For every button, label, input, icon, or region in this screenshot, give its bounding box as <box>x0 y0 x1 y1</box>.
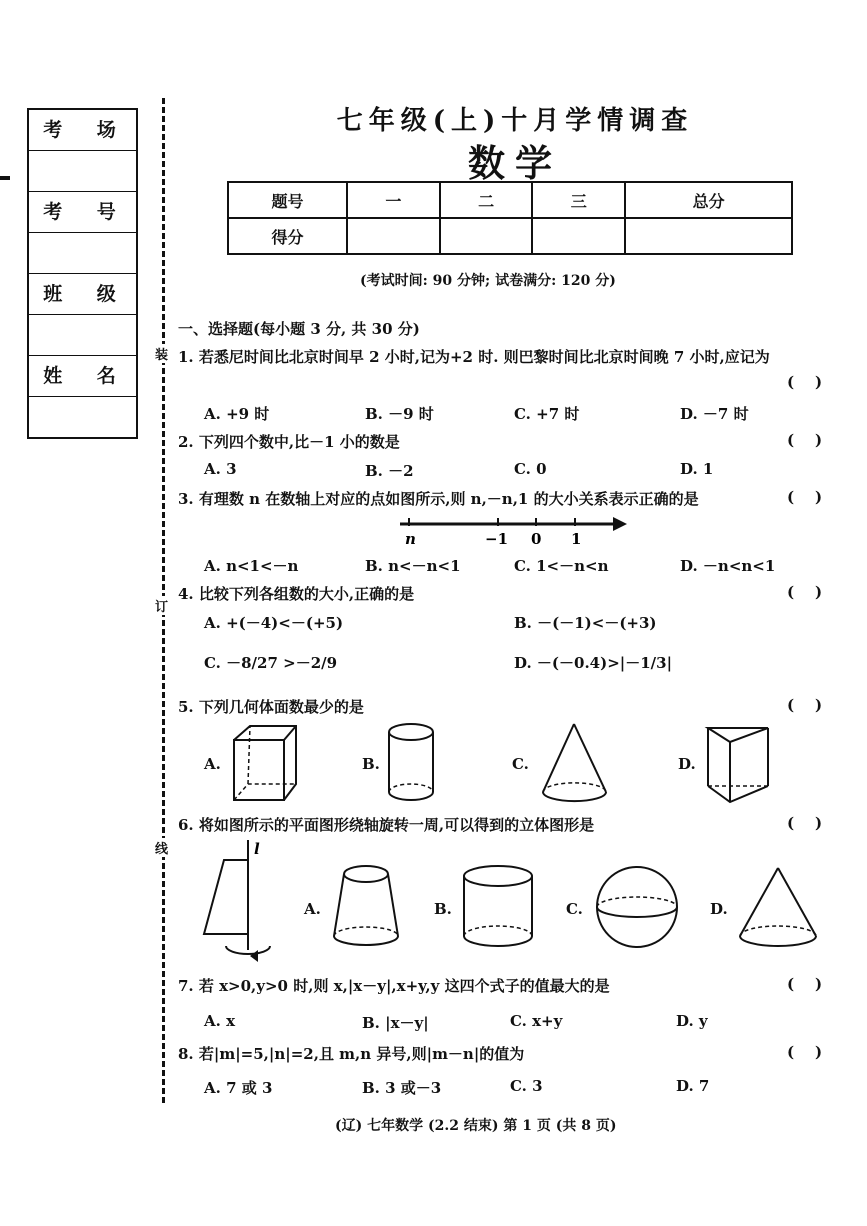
q3-option-c[interactable]: C. 1<－n<n <box>514 557 609 575</box>
name-label: 姓 名 <box>29 356 136 397</box>
rotation-axis-label: l <box>254 840 260 858</box>
q1-option-a[interactable]: A. +9 时 <box>204 405 270 423</box>
q8-option-b[interactable]: B. 3 或－3 <box>362 1079 442 1097</box>
q4-option-d[interactable]: D. －(－0.4)>|－1/3| <box>514 654 673 672</box>
question-5-stem: 5. 下列几何体面数最少的是 <box>178 698 364 716</box>
axis-label-one: 1 <box>571 530 582 548</box>
q5-option-c[interactable]: C. <box>512 755 529 773</box>
exam-title: 七年级(上)十月学情调查 <box>336 106 694 136</box>
score-table <box>227 181 793 255</box>
q5-option-a[interactable]: A. <box>204 755 221 773</box>
frustum-icon <box>330 862 402 952</box>
question-7-stem: 7. 若 x>0,y>0 时,则 x,|x－y|,x+y,y 这四个式子的值最大的是 <box>178 977 610 995</box>
q6-option-a[interactable]: A. <box>304 900 321 918</box>
axis-label-zero: 0 <box>531 530 542 548</box>
exam-room-label: 考 场 <box>29 110 136 151</box>
axis-label-neg1: −1 <box>485 530 509 548</box>
question-2-stem: 2. 下列四个数中,比－1 小的数是 <box>178 433 400 451</box>
answer-paren[interactable]: ( ) <box>787 583 823 601</box>
score-input-cell[interactable] <box>347 218 440 254</box>
q1-option-c[interactable]: C. +7 时 <box>514 405 580 423</box>
q3-option-b[interactable]: B. n<－n<1 <box>365 557 461 575</box>
subject-title: 数学 <box>468 141 562 185</box>
cylinder-icon <box>386 722 438 804</box>
q7-option-a[interactable]: A. x <box>204 1012 236 1030</box>
number-line-figure <box>395 512 635 552</box>
trapezoid-rotation-figure <box>200 838 280 966</box>
question-3-stem: 3. 有理数 n 在数轴上对应的点如图所示,则 n,－n,1 的大小关系表示正确的是 <box>178 490 699 508</box>
q6-option-d[interactable]: D. <box>710 900 728 918</box>
q2-option-a[interactable]: A. 3 <box>204 460 237 478</box>
triangular-prism-icon <box>704 722 774 806</box>
score-cell: 三 <box>532 182 625 218</box>
q7-option-d[interactable]: D. y <box>676 1012 708 1030</box>
exam-note: (考试时间: 90 分钟; 试卷满分: 120 分) <box>360 273 616 289</box>
cone-solid-icon <box>736 866 820 952</box>
score-input-cell[interactable] <box>440 218 533 254</box>
q6-option-b[interactable]: B. <box>434 900 452 918</box>
score-input-cell[interactable] <box>532 218 625 254</box>
binding-mark-ding: 订 <box>155 596 168 615</box>
sphere-icon <box>594 864 680 950</box>
q1-option-d[interactable]: D. －7 时 <box>680 405 749 423</box>
q1-option-b[interactable]: B. －9 时 <box>365 405 434 423</box>
q2-option-d[interactable]: D. 1 <box>680 460 714 478</box>
q4-option-a[interactable]: A. +(－4)<－(+5) <box>204 614 344 632</box>
page-footer: (辽) 七年数学 (2.2 结束) 第 1 页 (共 8 页) <box>335 1118 617 1134</box>
q4-option-b[interactable]: B. －(－1)<－(+3) <box>514 614 657 632</box>
score-table-score-row <box>228 218 792 254</box>
answer-paren[interactable]: ( ) <box>787 814 823 832</box>
score-cell: 题号 <box>228 182 347 218</box>
answer-paren[interactable]: ( ) <box>787 431 823 449</box>
question-8-stem: 8. 若|m|=5,|n|=2,且 m,n 异号,则|m－n|的值为 <box>178 1045 525 1063</box>
candidate-info-box <box>27 108 138 439</box>
score-cell: 一 <box>347 182 440 218</box>
cube-icon <box>228 722 300 804</box>
margin-arrow-icon <box>0 176 10 180</box>
question-4-stem: 4. 比较下列各组数的大小,正确的是 <box>178 585 415 603</box>
binding-mark-xian: 线 <box>155 838 168 857</box>
cylinder-solid-icon <box>460 864 540 950</box>
q2-option-c[interactable]: C. 0 <box>514 460 547 478</box>
answer-paren[interactable]: ( ) <box>787 975 823 993</box>
question-6-stem: 6. 将如图所示的平面图形绕轴旋转一周,可以得到的立体图形是 <box>178 816 595 834</box>
q8-option-a[interactable]: A. 7 或 3 <box>204 1079 273 1097</box>
q5-option-b[interactable]: B. <box>362 755 380 773</box>
score-table-header-row <box>228 182 792 218</box>
q7-option-c[interactable]: C. x+y <box>510 1012 563 1030</box>
binding-mark-zhuang: 装 <box>155 344 168 363</box>
q5-option-d[interactable]: D. <box>678 755 696 773</box>
q8-option-d[interactable]: D. 7 <box>676 1077 710 1095</box>
score-cell: 总分 <box>625 182 792 218</box>
q3-option-a[interactable]: A. n<1<－n <box>204 557 299 575</box>
answer-paren[interactable]: ( ) <box>787 488 823 506</box>
class-label: 班 级 <box>29 274 136 315</box>
name-field[interactable] <box>29 397 136 438</box>
section-heading: 一、选择题(每小题 3 分, 共 30 分) <box>178 320 420 338</box>
exam-number-field[interactable] <box>29 233 136 274</box>
class-field[interactable] <box>29 315 136 356</box>
cone-icon <box>540 722 610 806</box>
answer-paren[interactable]: ( ) <box>787 696 823 714</box>
q7-option-b[interactable]: B. |x－y| <box>362 1014 429 1032</box>
score-cell: 得分 <box>228 218 347 254</box>
q8-option-c[interactable]: C. 3 <box>510 1077 543 1095</box>
score-input-cell[interactable] <box>625 218 792 254</box>
answer-paren[interactable]: ( ) <box>787 373 823 391</box>
q4-option-c[interactable]: C. －8/27 >－2/9 <box>204 654 338 672</box>
q3-option-d[interactable]: D. －n<n<1 <box>680 557 776 575</box>
question-1-stem: 1. 若悉尼时间比北京时间早 2 小时,记为+2 时. 则巴黎时间比北京时间晚 7 小时,应记为 <box>178 348 770 366</box>
q2-option-b[interactable]: B. －2 <box>365 462 414 480</box>
q6-option-c[interactable]: C. <box>566 900 583 918</box>
score-cell: 二 <box>440 182 533 218</box>
answer-paren[interactable]: ( ) <box>787 1043 823 1061</box>
exam-room-field[interactable] <box>29 151 136 192</box>
axis-label-n: n <box>405 530 416 548</box>
exam-number-label: 考 号 <box>29 192 136 233</box>
